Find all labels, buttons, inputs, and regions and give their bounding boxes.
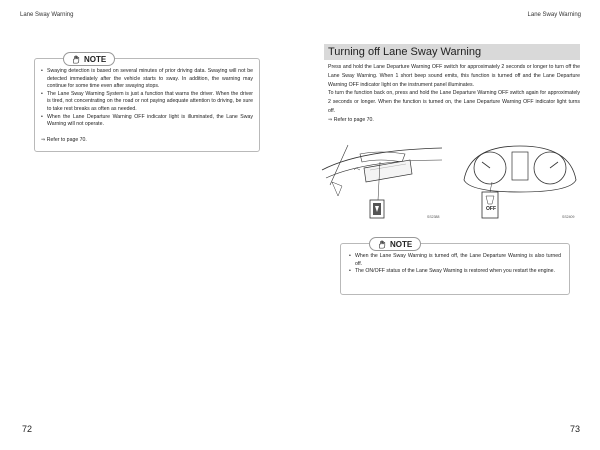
left-note-tab xyxy=(63,52,115,66)
right-note-label: NOTE xyxy=(390,239,413,249)
left-page-number: 72 xyxy=(22,424,33,434)
left-note-item: • The Lane Sway Warning System is just a function that warns the driver. When the driver is tired, not concentrating on the road or not paying adequate attention to driving, be sure to take rest breaks as often as needed. xyxy=(41,91,253,114)
figure-code-left: SS2388 xyxy=(427,215,440,219)
body-paragraph: To turn the function back on, press and hold the Lane Departure Warning OFF switch again for approximately 2 seconds or longer. When the function is turned on, the Lane Departure Warning OFF indicator light turns off. xyxy=(328,90,580,114)
body-paragraph: Press and hold the Lane Departure Warning OFF switch for approximately 2 seconds or longer to turn off the Lane Sway Warning. When 1 short beep sound emits, this function is turned off and the Lane Departure Warning OFF indicator light on the instrument panel illuminates. xyxy=(328,64,580,88)
left-note-list xyxy=(41,68,253,129)
section-title: Turning off Lane Sway Warning xyxy=(324,44,580,60)
right-running-header: Lane Sway Warning xyxy=(527,12,581,18)
left-note-box xyxy=(34,54,260,152)
left-running-header: Lane Sway Warning xyxy=(20,12,74,18)
instrument-panel-figure xyxy=(460,140,580,222)
right-note-box xyxy=(340,239,570,295)
body-refer-link[interactable]: ⇒ Refer to page 70. xyxy=(328,116,374,123)
left-note-item: • Swaying detection is based on several minutes of prior driving data. Swaying will not be detected immediately after the vehicle starts to sway. In addition, the warning may continue for some time even after swaying stops. xyxy=(41,68,253,91)
note-hand-icon xyxy=(378,240,386,249)
left-note-item: • When the Lane Departure Warning OFF indicator light is illuminated, the Lane Sway Warning will not operate. xyxy=(41,114,253,129)
note-hand-icon xyxy=(72,55,80,64)
right-note-item: • When the Lane Sway Warning is turned off, the Lane Departure Warning is also turned off. xyxy=(349,253,561,268)
right-page-number: 73 xyxy=(569,424,580,434)
left-refer-link[interactable]: ⇒ Refer to page 70. xyxy=(41,137,87,143)
figure-code-right: SS2409 xyxy=(562,215,575,219)
overhead-switch-figure xyxy=(320,140,444,222)
off-indicator-text: OFF xyxy=(486,206,496,212)
left-note-label: NOTE xyxy=(84,54,107,64)
right-note-item: • The ON/OFF status of the Lane Sway Warning is restored when you restart the engine. xyxy=(349,268,561,276)
right-note-tab xyxy=(369,237,421,251)
section-body xyxy=(328,63,580,125)
right-note-list xyxy=(349,253,561,276)
